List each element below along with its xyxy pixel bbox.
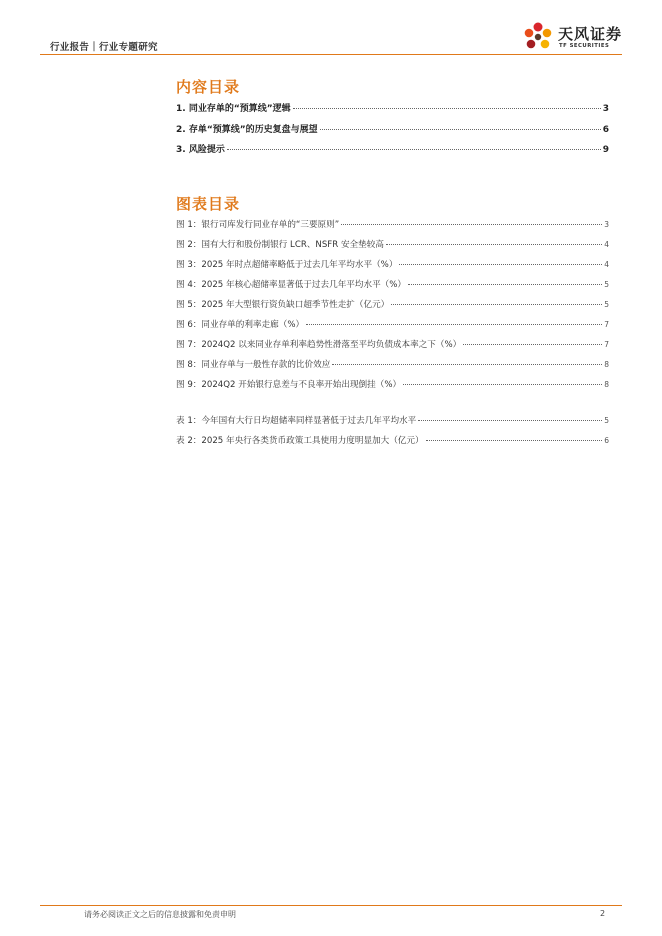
- dot-leader: [320, 129, 601, 130]
- toc-entry[interactable]: [176, 122, 609, 143]
- figure-entry-page: 8: [604, 380, 609, 389]
- figure-entry-page: 5: [604, 300, 609, 309]
- toc-entry-page: 6: [602, 124, 609, 135]
- figure-entry-label: 图 7：2024Q2 以来同业存单利率趋势性滑落至平均负债成本率之下（%）: [176, 340, 462, 350]
- logo-flower-icon: [520, 18, 556, 54]
- table-entry-label: 表 2：2025 年央行各类货币政策工具使用力度明显加大（亿元）: [176, 435, 424, 446]
- table-entry[interactable]: [176, 434, 609, 454]
- dot-leader: [418, 420, 602, 421]
- dot-leader: [391, 304, 602, 305]
- figure-entry-label: 图 1：银行司库发行同业存单的“三要原则”: [176, 220, 340, 230]
- dot-leader: [341, 224, 602, 225]
- dot-leader: [426, 440, 603, 441]
- toc-entry-label: 1. 同业存单的“预算线”逻辑: [176, 104, 291, 114]
- figure-entry-page: 5: [604, 280, 609, 289]
- figure-entry[interactable]: [176, 318, 609, 338]
- dot-leader: [332, 364, 602, 365]
- figure-entry-page: 7: [604, 340, 609, 349]
- report-type: 行业报告｜行业专题研究: [50, 42, 158, 53]
- table-entry-page: 5: [604, 416, 609, 425]
- figure-entry-label: 图 4：2025 年核心超储率显著低于过去几年平均水平（%）: [176, 280, 407, 290]
- toc-entry[interactable]: [176, 101, 609, 122]
- figure-entry-page: 8: [604, 360, 609, 369]
- toc-entry-label: 3. 风险提示: [176, 145, 225, 155]
- dot-leader: [306, 324, 602, 325]
- contents-title: 内容目录: [176, 78, 241, 96]
- charts-list: [176, 218, 609, 398]
- figure-entry[interactable]: [176, 238, 609, 258]
- table-entry-label: 表 1：今年国有大行日均超储率同样显著低于过去几年平均水平: [176, 416, 417, 426]
- toc-entry-page: 3: [602, 104, 609, 114]
- figure-entry-page: 4: [604, 260, 609, 269]
- dot-leader: [408, 284, 602, 285]
- dot-leader: [293, 108, 601, 109]
- figure-entry[interactable]: [176, 278, 609, 298]
- tables-list: [176, 414, 609, 453]
- footer-page-number: 2: [600, 909, 606, 918]
- dot-leader: [463, 344, 602, 345]
- figure-entry-page: 3: [604, 220, 609, 229]
- figure-entry-label: 图 2：国有大行和股份制银行 LCR、NSFR 安全垫较高: [176, 240, 384, 250]
- logo-name-cn: 天风证券: [558, 25, 623, 43]
- figure-entry[interactable]: [176, 358, 609, 378]
- contents-list: [176, 101, 609, 163]
- table-entry[interactable]: [176, 414, 609, 434]
- logo-name-en: TF SECURITIES: [559, 43, 610, 49]
- toc-entry[interactable]: [176, 142, 609, 163]
- figure-entry-page: 7: [604, 320, 609, 329]
- footer-rule: [40, 905, 622, 906]
- figure-entry[interactable]: [176, 378, 609, 398]
- figure-entry[interactable]: [176, 258, 609, 278]
- figure-entry[interactable]: [176, 298, 609, 318]
- dot-leader: [386, 244, 602, 245]
- dot-leader: [403, 384, 602, 385]
- charts-title: 图表目录: [176, 195, 241, 213]
- figure-entry-label: 图 6：同业存单的利率走廊（%）: [176, 320, 305, 330]
- dot-leader: [227, 149, 601, 150]
- figure-entry-label: 图 8：同业存单与一般性存款的比价效应: [176, 360, 331, 370]
- figure-entry-label: 图 9：2024Q2 开始银行息差与不良率开始出现倒挂（%）: [176, 380, 402, 390]
- figure-entry-label: 图 5：2025 年大型银行资负缺口超季节性走扩（亿元）: [176, 300, 390, 310]
- figure-entry[interactable]: [176, 218, 609, 238]
- figure-entry-page: 4: [604, 240, 609, 249]
- footer-disclaimer: 请务必阅读正文之后的信息披露和免责申明: [84, 910, 236, 919]
- toc-entry-label: 2. 存单“预算线”的历史复盘与展望: [176, 124, 318, 135]
- dot-leader: [399, 264, 602, 265]
- figure-entry[interactable]: [176, 338, 609, 358]
- company-logo: [520, 18, 623, 56]
- table-entry-page: 6: [604, 435, 609, 445]
- figure-entry-label: 图 3：2025 年时点超储率略低于过去几年平均水平（%）: [176, 260, 398, 270]
- toc-entry-page: 9: [602, 145, 609, 155]
